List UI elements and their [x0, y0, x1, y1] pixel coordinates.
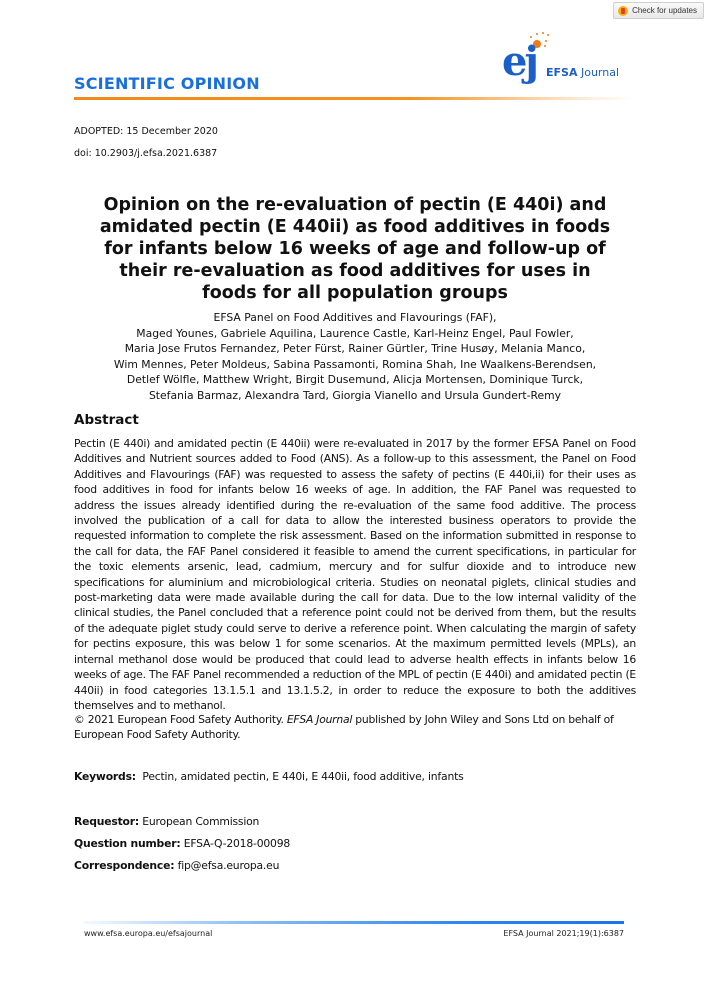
page-title: Opinion on the re-evaluation of pectin (E 440i) and amidated pectin (E 440ii) as food additives in foods for infants below 16 weeks of age and follow-up of their re-evaluation as food additives for uses in foods for all population groups: [99, 195, 611, 303]
logo-name-bold: EFSA: [546, 66, 578, 79]
author-line: Stefania Barmaz, Alexandra Tard, Giorgia Vianello and Ursula Gundert-Remy: [148, 388, 562, 402]
question-number-value: EFSA-Q-2018-00098: [183, 837, 291, 850]
abstract-body: Pectin (E 440i) and amidated pectin (E 440ii) were re-evaluated in 2017 by the former EFSA Panel on Food Additives and Nutrient sources added to Food (ANS). As a follow-up to this assessment, the Panel on Food Additives and Flavourings (FAF) was requested to assess the safety of pectins (E 440i,ii) for their uses as food additives in food for infants below 16 weeks of age. In addition, the FAF Panel was requested to address the issues already identified during the re-evaluation of the same food additive. The process involved the publication of a call for data to allow the interested business operators to provide the requested information to complete the risk assessment. Based on the information submitted in response to the call for data, the FAF Panel considered it feasible to amend the current specifications, in particular for the toxic elements arsenic, lead, cadmium, mercury and for sulfur dioxide and to introduce new specifications for aluminium and microbiological criteria. Studies on neonatal piglets, clinical studies and post-marketing data were made available during the call for data. Due to the low internal validity of the clinical studies, the Panel concluded that a reference point could not be derived from them, but the results of the adequate piglet study could serve to derive a reference point. When calculating the margin of safety for pectins exposure, this was below 1 for some scenarios. At the maximum permitted levels (MPLs), an internal methanol dose would be produced that could lead to adverse health effects in infants below 16 weeks of age. The FAF Panel recommended a reduction of the MPL of pectin (E 440i) and amidated pectin (E 440ii) in food categories 13.1.5.1 and 13.1.5.2, in order to reduce the exposure to both the additives themselves and to methanol.: [74, 437, 636, 712]
author-line: Detlef Wölfle, Matthew Wright, Birgit Dusemund, Alicja Mortensen, Dominique Turck,: [126, 373, 584, 386]
requestor: [74, 815, 259, 828]
check-for-updates-button[interactable]: [613, 2, 704, 19]
doi[interactable]: doi: 10.2903/j.efsa.2021.6387: [74, 148, 218, 159]
check-for-updates-label: Check for updates: [632, 6, 697, 15]
section-label: SCIENTIFIC OPINION: [74, 74, 260, 93]
keywords: [74, 770, 464, 783]
logo-name-rest: Journal: [577, 66, 620, 79]
copyright-notice: [74, 712, 636, 743]
requestor-label: Requestor:: [74, 815, 140, 828]
footer-url[interactable]: www.efsa.europa.eu/efsajournal: [84, 929, 213, 938]
logo-wordmark: [546, 66, 619, 79]
logo-star-dot: [536, 33, 538, 35]
logo-star-dot: [544, 45, 546, 47]
requestor-value: European Commission: [142, 815, 260, 828]
logo-star-dot: [547, 34, 549, 36]
logo-star-dot: [545, 40, 547, 42]
correspondence-label: Correspondence:: [74, 859, 175, 872]
efsa-journal-logo: [500, 28, 630, 88]
correspondence-email[interactable]: fip@efsa.europa.eu: [177, 859, 280, 872]
panel-name: EFSA Panel on Food Additives and Flavourings (FAF),: [213, 311, 497, 324]
keywords-label: Keywords:: [74, 770, 136, 783]
logo-star-dot: [542, 32, 544, 34]
adopted-date: ADOPTED: 15 December 2020: [74, 126, 218, 137]
author-line: Wim Mennes, Peter Moldeus, Sabina Passamonti, Romina Shah, Ine Waalkens-Berendsen,: [113, 357, 597, 371]
correspondence: [74, 859, 279, 872]
copyright-pre: © 2021 European Food Safety Authority.: [74, 713, 287, 726]
header-divider: [74, 97, 634, 100]
question-number-label: Question number:: [74, 837, 181, 850]
footer-divider: [84, 921, 624, 924]
author-line: Maria Jose Frutos Fernandez, Peter Fürst, Rainer Gürtler, Trine Husøy, Melania Manco,: [124, 342, 586, 355]
copyright-post: published by John Wiley and Sons Ltd on behalf of European Food Safety Authority.: [74, 713, 614, 742]
author-line: Maged Younes, Gabriele Aquilina, Laurence Castle, Karl-Heinz Engel, Paul Fowler,: [136, 326, 574, 340]
abstract-heading: Abstract: [74, 412, 139, 428]
copyright-journal: EFSA Journal: [286, 713, 353, 726]
logo-mark: ej: [502, 38, 536, 85]
author-list: [60, 310, 650, 403]
footer-citation: EFSA Journal 2021;19(1):6387: [503, 929, 624, 938]
keywords-value: Pectin, amidated pectin, E 440i, E 440ii, food additive, infants: [142, 770, 464, 783]
bookmark-badge-icon: [618, 6, 628, 16]
question-number: [74, 837, 290, 850]
